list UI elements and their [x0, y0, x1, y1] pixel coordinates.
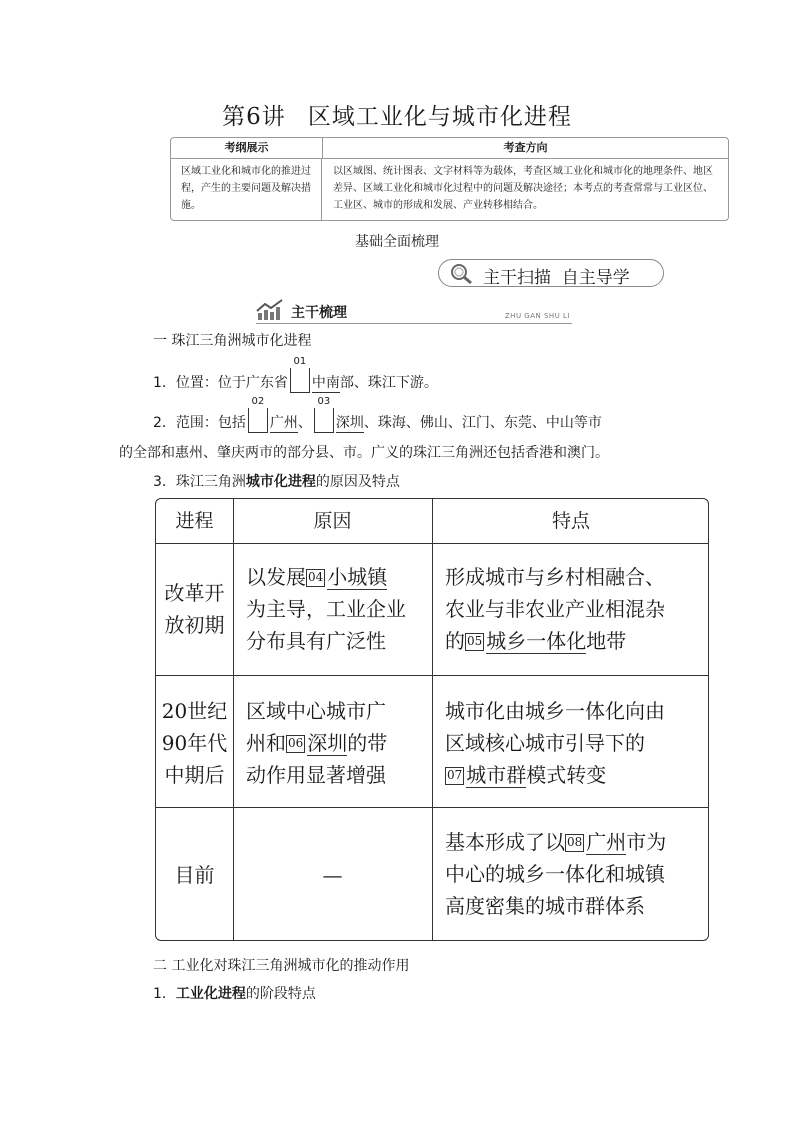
outline-col2-header: 考查方向 — [323, 138, 728, 159]
trend-chart-icon — [256, 299, 286, 325]
table-row-stage: 20世纪 90年代 中期后 — [161, 699, 228, 787]
lecture-number: 第6讲 — [222, 104, 286, 130]
answer-text: 广州 — [586, 830, 627, 854]
item-location: 1．位置：位于广东省 01 中南部、珠江下游。 — [153, 356, 438, 391]
answer-text: 中南 — [311, 375, 340, 391]
table-header-feature: 特点 — [551, 510, 590, 532]
answer-text: 城市群 — [466, 763, 527, 787]
answer-text: 广州 — [269, 415, 298, 431]
blank-box: 06 — [286, 735, 305, 753]
header-divider — [256, 323, 572, 324]
blank-box: 08 — [565, 834, 584, 852]
answer-text: 深圳 — [307, 731, 348, 755]
table-row-reason: 区域中心城市广 州和 06 深圳的带 动作用显著增强 — [246, 699, 388, 787]
blank-box: 02 — [248, 408, 268, 433]
part2-heading: 二 工业化对珠江三角洲城市化的推动作用 — [153, 958, 410, 974]
blank-box: 03 — [314, 408, 334, 433]
item-range: 2．范围：包括 02 广州、 03 深圳、珠海、佛山、江门、东莞、中山等市 — [153, 396, 602, 431]
table-row-feature: 基本形成了以 08 广州市为 中心的城乡一体化和城镇 高度密集的城市群体系 — [445, 830, 667, 918]
item-range-line2: 的全部和惠州、肇庆两市的部分县、市。广义的珠江三角洲还包括香港和澳门。 — [119, 445, 609, 461]
outline-col1-text: 区域工业化和城市化的推进过程，产生的主要问题及解决措施。 — [171, 159, 322, 220]
table-row-reason: 以发展 04 小城镇 为主导，工业企业 分布具有广泛性 — [246, 565, 406, 653]
answer-text: 城乡一体化 — [486, 629, 587, 653]
zhugan-label: 主干梳理 — [291, 305, 347, 321]
table-header-reason: 原因 — [313, 510, 352, 532]
blank-box: 04 — [306, 569, 325, 587]
table-row-feature: 形成城市与乡村相融合、 农业与非农业产业相混杂 的 05 城乡一体化地带 — [445, 565, 665, 653]
table-row-reason: — — [322, 863, 343, 887]
part2-item1: 1．工业化进程的阶段特点 — [153, 986, 316, 1002]
lecture-name: 区域工业化与城市化进程 — [307, 104, 572, 130]
scan-banner-label: 主干扫描 自主导学 — [483, 268, 630, 288]
answer-text: 深圳 — [335, 415, 364, 431]
blank-box: 07 — [445, 767, 464, 785]
magnifier-icon — [449, 263, 475, 290]
table-header-stage: 进程 — [175, 510, 214, 532]
zhugan-header — [256, 299, 572, 325]
scan-banner — [438, 259, 664, 287]
exam-outline-table — [170, 137, 729, 221]
blank-box: 01 — [290, 368, 310, 393]
outline-col1-header: 考纲展示 — [171, 138, 323, 159]
table-row-stage: 目前 — [174, 863, 215, 887]
table-row-feature: 城市化由城乡一体化向由 区域核心城市引导下的 07 城市群模式转变 — [445, 699, 665, 787]
part1-heading: 一 珠江三角洲城市化进程 — [153, 333, 312, 349]
section-title: 基础全面梳理 — [355, 234, 439, 250]
page-title — [0, 98, 794, 131]
blank-box: 05 — [465, 633, 484, 651]
zhugan-pinyin: ZHU GAN SHU LI — [504, 312, 570, 320]
answer-text: 小城镇 — [327, 565, 388, 589]
table-row-stage: 改革开 放初期 — [164, 581, 225, 637]
outline-col2-text: 以区域图、统计图表、文字材料等为载体，考查区域工业化和城市化的地理条件、地区差异、区域工业化和城市化过程中的问题及解决途径；本考点的考查常常与工业区位、工业区、城市的形成和发展、产业转移相结合。 — [333, 166, 713, 211]
urbanization-table — [155, 498, 709, 941]
item-reasons-heading: 3．珠江三角洲城市化进程的原因及特点 — [153, 474, 400, 490]
